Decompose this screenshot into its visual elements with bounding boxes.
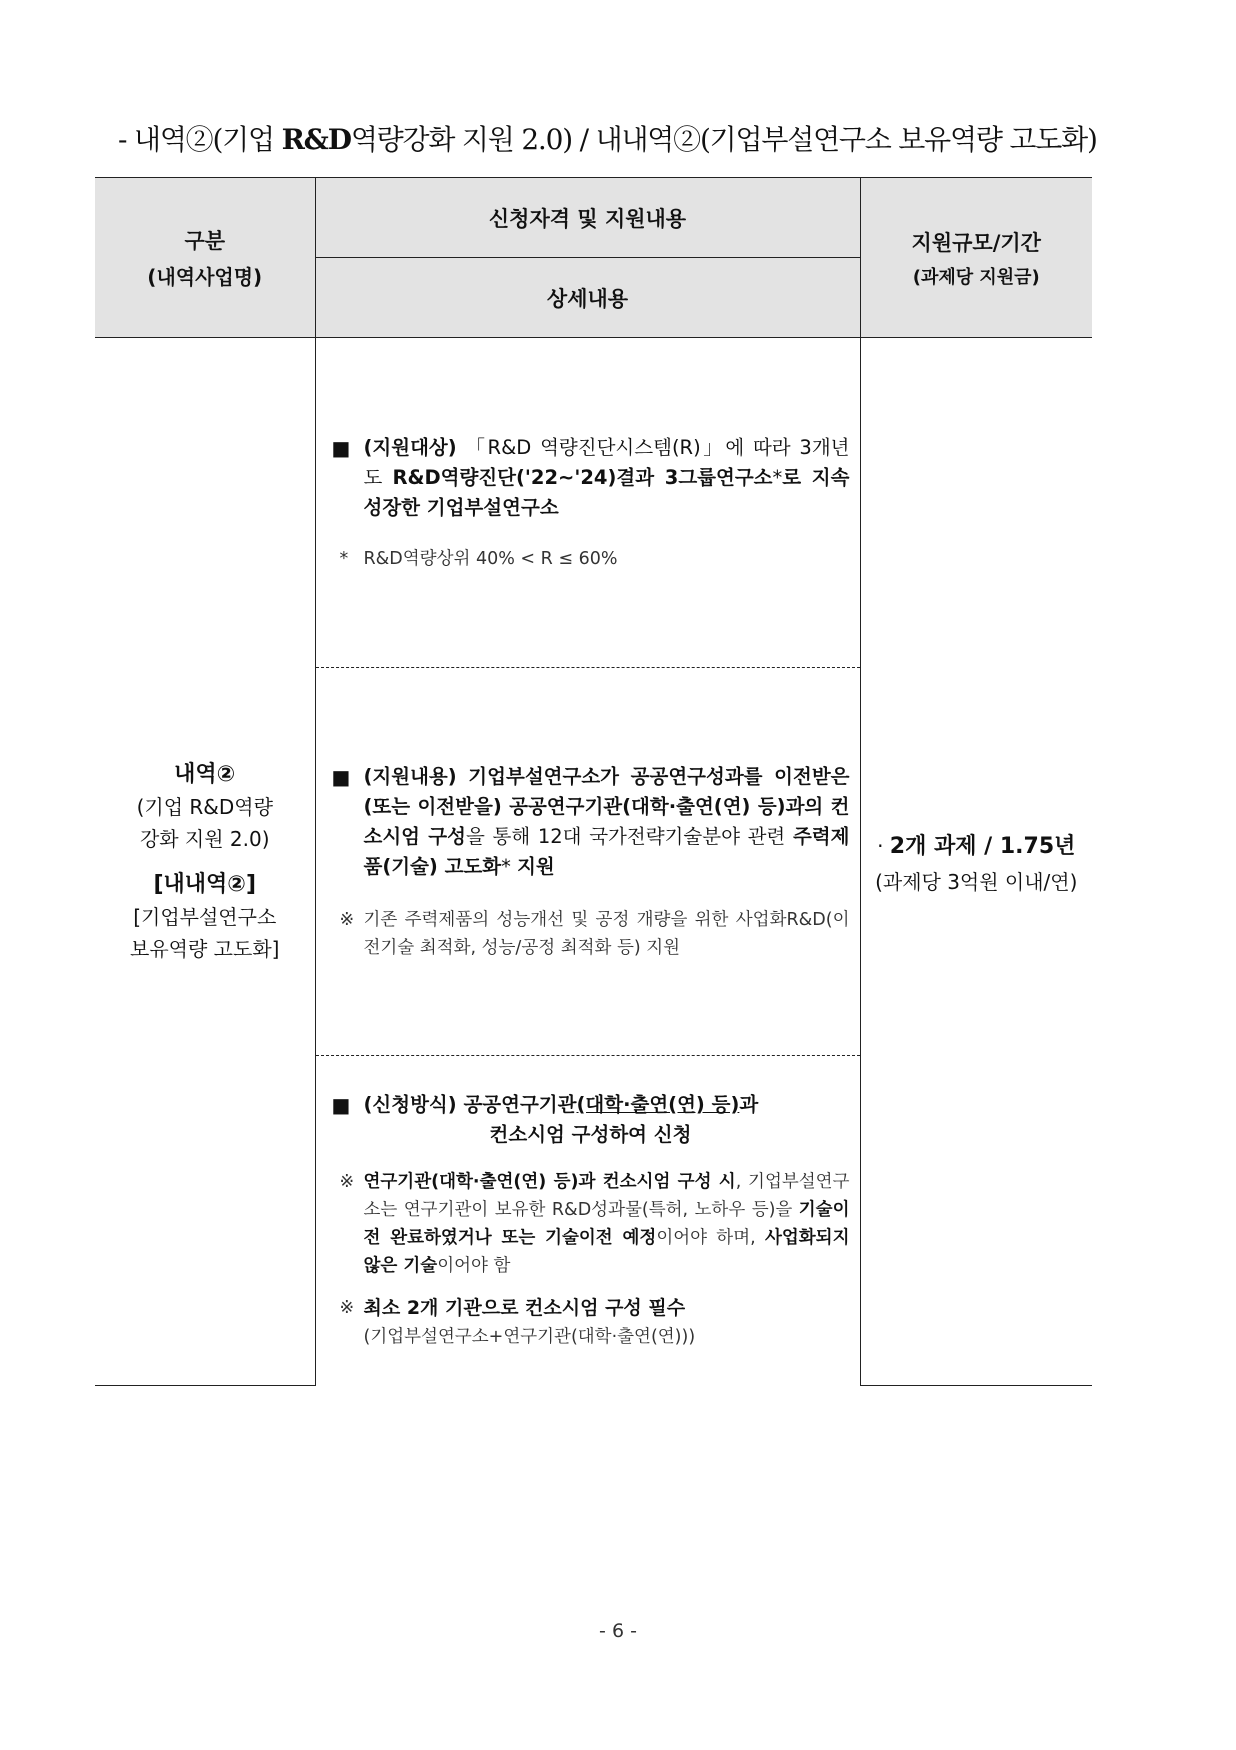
header-category-title: 구분 <box>184 229 226 253</box>
note1-text-c: 이어야 함 <box>437 1256 511 1277</box>
note1-bold-a: 연구기관(대학·출연(연) 등)과 컨소시엄 구성 시 <box>363 1172 736 1193</box>
target-note <box>332 545 850 573</box>
note1-text-a: , 기업부설연구소는 연구기관이 보유한 R&D성과물(특허, 노하우 등)을 <box>363 1172 850 1221</box>
category-line2: (기업 R&D역량 <box>136 794 273 819</box>
method-note2 <box>332 1294 850 1351</box>
header-scale <box>860 178 1092 338</box>
square-bullet-icon: ■ <box>331 1093 351 1118</box>
header-category-sub: (내역사업명) <box>147 265 263 289</box>
scale-main: 2개 과제 / 1.75년 <box>889 833 1076 859</box>
method-line2: 컨소시엄 구성하여 신청 <box>489 1123 692 1147</box>
heading-dash: - <box>118 123 127 156</box>
scale-sub: (과제당 3억원 이내/연) <box>875 869 1078 894</box>
target-bold-b: 로 지속성장한 기업부설연구소 <box>363 465 850 519</box>
content-note-text: 기존 주력제품의 성능개선 및 공정 개량을 위한 사업화R&D(이전기술 최적화, 성능/공정 최적화 등) 지원 <box>363 909 850 958</box>
note1-bold-c: 사업화되지 않은 기술 <box>363 1228 850 1277</box>
content-text-a: 을 통해 12대 국가전략기술분야 관련 <box>465 824 793 848</box>
method-label: (신청방식) 공공연구기관 <box>363 1093 577 1117</box>
method-underlined: (대학·출연(연) 등) <box>576 1093 740 1117</box>
header-scale-sub: (과제당 지원금) <box>912 266 1040 288</box>
category-line6: 보유역량 고도화] <box>130 936 280 961</box>
scale-bullet-icon: · <box>877 833 884 858</box>
detail-method-cell <box>315 1056 860 1386</box>
method-label-end: 과 <box>739 1093 759 1117</box>
category-line5: [기업부설연구소 <box>133 904 277 929</box>
detail-content-cell <box>315 668 860 1056</box>
note2-sub: (기업부설연구소+연구기관(대학·출연(연))) <box>363 1327 696 1348</box>
target-item <box>332 433 850 523</box>
category-line1: 내역② <box>174 761 236 787</box>
support-table <box>95 177 1092 1386</box>
target-label: (지원대상) <box>363 435 457 459</box>
square-bullet-icon: ■ <box>331 435 351 460</box>
page-number: - 6 - <box>599 1620 637 1642</box>
header-detail: 상세내용 <box>315 258 860 338</box>
reference-mark-icon: ※ <box>339 1298 355 1319</box>
header-qualification: 신청자격 및 지원내용 <box>315 178 860 258</box>
target-text-b: * <box>772 465 783 489</box>
content-bold-b: 주력제품(기술) 고도화 <box>363 824 850 878</box>
heading-part1: 내역②(기업 <box>126 123 282 156</box>
asterisk-icon: * <box>339 548 349 569</box>
content-bold-a: (지원내용) 기업부설연구소가 공공연구성과를 이전받은(또는 이전받을) 공공연구기관(대학·출연(연) 등)과의 컨소시엄 구성 <box>363 764 850 848</box>
content-text-b: * <box>501 854 518 878</box>
note1-bold-b: 기술이전 완료하였거나 또는 기술이전 예정 <box>363 1200 850 1249</box>
category-line3: 강화 지원 2.0) <box>139 826 270 851</box>
section-heading <box>118 118 1118 158</box>
note1-text-b: 이어야 하며, <box>656 1228 765 1249</box>
scale-cell <box>860 338 1092 1386</box>
content-note <box>332 906 850 962</box>
reference-mark-icon: ※ <box>339 1172 355 1193</box>
square-bullet-icon: ■ <box>331 764 351 789</box>
content-bold-c: 지원 <box>517 854 555 878</box>
category-line4: [내내역②] <box>153 871 256 897</box>
method-item <box>332 1090 850 1120</box>
target-note-text: R&D역량상위 40% < R ≤ 60% <box>363 548 618 569</box>
target-bold-a: R&D역량진단('22~'24)결과 3그룹연구소 <box>392 465 773 489</box>
content-item <box>332 762 850 882</box>
header-category <box>95 178 315 338</box>
heading-bold-rd: R&D <box>281 123 351 156</box>
category-cell <box>95 338 315 1386</box>
detail-target-cell <box>315 338 860 668</box>
note2-bold: 최소 2개 기관으로 컨소시엄 구성 필수 <box>363 1297 686 1320</box>
reference-mark-icon: ※ <box>339 909 355 930</box>
method-note1 <box>332 1168 850 1280</box>
heading-part2: 역량강화 지원 2.0) / 내내역②(기업부설연구소 보유역량 고도화) <box>350 123 1097 156</box>
target-text-a: 「R&D 역량진단시스템(R)」에 따라 3개년도 <box>363 435 850 489</box>
header-scale-title: 지원규모/기간 <box>911 230 1041 255</box>
